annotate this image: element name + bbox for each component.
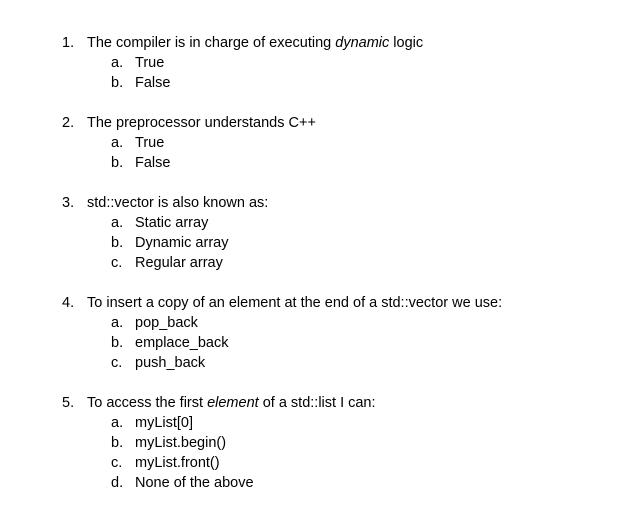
question-line [0,113,627,133]
option-text: push_back [135,355,206,371]
option-4a [0,313,627,333]
option-text: emplace_back [135,335,229,351]
option-letter: b. [111,435,124,451]
option-1a [0,53,627,73]
question-number: 4. [62,295,75,311]
option-5b [0,433,627,453]
option-text: myList[0] [135,415,194,431]
question-3 [0,193,627,273]
option-text: Static array [135,215,209,231]
option-letter: b. [111,155,124,171]
option-letter: a. [111,55,124,71]
option-letter: a. [111,415,124,431]
option-2a [0,133,627,153]
question-text: To insert a copy of an element at the end of a std::vector we use: [87,295,503,311]
question-number: 5. [62,395,75,411]
question-line [0,33,627,53]
option-text: False [135,155,171,171]
option-text: True [135,55,165,71]
option-letter: b. [111,235,124,251]
option-text: Regular array [135,255,223,271]
option-letter: c. [111,455,123,471]
option-letter: d. [111,475,124,491]
option-text: Dynamic array [135,235,229,251]
option-text: myList.front() [135,455,220,471]
option-5c [0,453,627,473]
option-text: True [135,135,165,151]
option-4c [0,353,627,373]
option-5a [0,413,627,433]
option-text: myList.begin() [135,435,227,451]
quiz [0,33,627,513]
option-letter: c. [111,255,123,271]
option-3c [0,253,627,273]
question-text: To access the first element of a std::list I can: [87,395,376,411]
option-1b [0,73,627,93]
option-text: None of the above [135,475,254,491]
question-line [0,293,627,313]
question-5 [0,393,627,493]
option-letter: a. [111,215,124,231]
question-text: The preprocessor understands C++ [87,115,316,131]
question-number: 2. [62,115,75,131]
option-2b [0,153,627,173]
option-letter: a. [111,135,124,151]
question-emphasis: element [207,395,259,411]
question-number: 1. [62,35,75,51]
question-line [0,193,627,213]
question-text: The compiler is in charge of executing dynamic logic [87,35,424,51]
option-4b [0,333,627,353]
option-3b [0,233,627,253]
question-emphasis: dynamic [335,35,390,51]
option-letter: b. [111,75,124,91]
question-line [0,393,627,413]
question-2 [0,113,627,173]
question-number: 3. [62,195,75,211]
question-1 [0,33,627,93]
question-text: std::vector is also known as: [87,195,269,211]
option-text: pop_back [135,315,198,331]
question-4 [0,293,627,373]
option-letter: b. [111,335,124,351]
option-text: False [135,75,171,91]
option-letter: a. [111,315,124,331]
option-3a [0,213,627,233]
option-letter: c. [111,355,123,371]
option-5d [0,473,627,493]
